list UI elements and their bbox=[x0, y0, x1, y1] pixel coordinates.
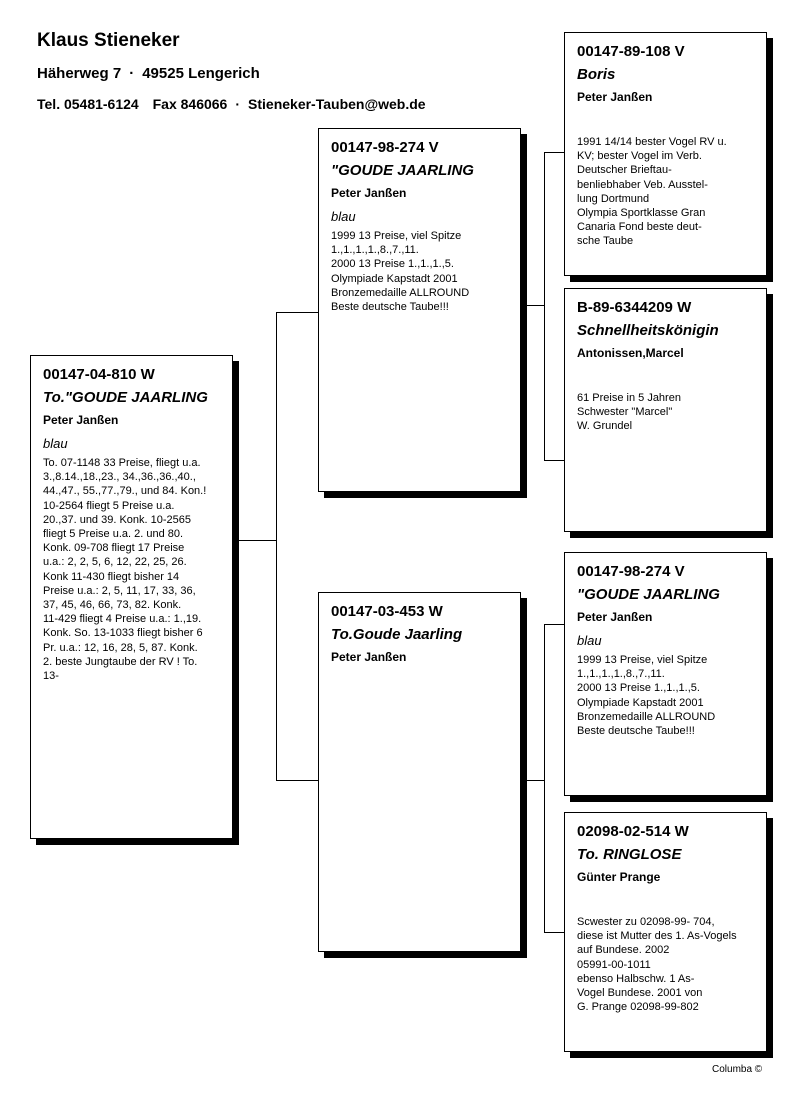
pigeon-card-sire-sire bbox=[564, 32, 767, 276]
pigeon-name: To."GOUDE JAARLING bbox=[43, 389, 208, 406]
ring-number: 00147-03-453 W bbox=[331, 603, 443, 620]
owner-address bbox=[37, 65, 260, 82]
owner-fax: Fax 846066 bbox=[152, 96, 228, 112]
connector-line bbox=[544, 152, 545, 460]
pigeon-card-sire-dam bbox=[564, 288, 767, 532]
ring-number: 02098-02-514 W bbox=[577, 823, 689, 840]
owner-city: 49525 Lengerich bbox=[142, 65, 260, 82]
pigeon-name: "GOUDE JAARLING bbox=[331, 162, 474, 179]
connector-line bbox=[520, 305, 544, 306]
pigeon-description: Scwester zu 02098-99- 704, diese ist Mutter des 1. As-Vogels auf Bundese. 2002 05991-00-1011 ebenso Halbschw. 1 As- Vogel Bundese. 2001 von G. Prange 02098-99-802 bbox=[577, 916, 737, 1014]
owner-street: Häherweg 7 bbox=[37, 65, 122, 82]
ring-number: 00147-98-274 V bbox=[331, 139, 439, 156]
pigeon-color: blau bbox=[331, 209, 356, 224]
connector-line bbox=[544, 460, 564, 461]
breeder-name: Peter Janßen bbox=[577, 90, 653, 104]
breeder-name: Antonissen,Marcel bbox=[577, 346, 684, 360]
pigeon-description: 1999 13 Preise, viel Spitze 1.,1.,1.,1.,8.,7.,11. 2000 13 Preise 1.,1.,1.,5. Olympiade Kapstadt 2001 Bronzemedaille ALLROUND Beste deutsche Taube!!! bbox=[577, 654, 716, 738]
pigeon-description: 1991 14/14 bester Vogel RV u. KV; bester Vogel im Verb. Deutscher Brieftau- benliebhaber Veb. Ausstel- lung Dortmund Olympia Sportklasse Gran Canaria Fond beste deut- sche Taube bbox=[577, 136, 727, 248]
pigeon-description: 1999 13 Preise, viel Spitze 1.,1.,1.,1.,8.,7.,11. 2000 13 Preise 1.,1.,1.,5. Olympiade Kapstadt 2001 Bronzemedaille ALLROUND Beste deutsche Taube!!! bbox=[331, 230, 470, 314]
breeder-name: Peter Janßen bbox=[577, 610, 653, 624]
copyright-footer: Columba © bbox=[712, 1064, 763, 1075]
owner-name: Klaus Stieneker bbox=[37, 30, 180, 51]
separator-dot: · bbox=[129, 65, 135, 82]
owner-phone: Tel. 05481-6124 bbox=[37, 96, 139, 112]
ring-number: 00147-98-274 V bbox=[577, 563, 685, 580]
separator-dot: · bbox=[235, 96, 241, 112]
pigeon-description: To. 07-1148 33 Preise, fliegt u.a. 3.,8.14.,18.,23., 34.,36.,36.,40., 44.,47., 55.,77.,79., und 84. Kon.! 10-2564 fliegt 5 Preise u.a. 20.,37. und 39. Konk. 10-2565 fliegt 5 Preise u.a. 2. und 80. Konk. 09-708 fliegt 17 Preise u.a.: 2, 2, 5, 6, 12, 22, 25, 26. Konk 11-430 fliegt bisher 14 Preise u.a.: 2, 5, 11, 17, 33, 36, 37, 45, 46, 66, 73, 82. Konk. 11-429 fliegt 4 Preise u.a.: 1.,19. Konk. So. 13-1033 fliegt bisher 6 Pr. u.a.: 12, 16, 28, 5, 87. Konk. 2. beste Jungtaube der RV ! To. 13- bbox=[43, 457, 207, 683]
ring-number: B-89-6344209 W bbox=[577, 299, 692, 316]
connector-line bbox=[544, 932, 564, 933]
pigeon-card-sire bbox=[318, 128, 521, 492]
pigeon-card-dam-sire bbox=[564, 552, 767, 796]
pigeon-color: blau bbox=[577, 633, 602, 648]
pigeon-description: 61 Preise in 5 Jahren Schwester "Marcel" W. Grundel bbox=[577, 392, 681, 433]
pigeon-name: To.Goude Jaarling bbox=[331, 626, 463, 643]
breeder-name: Günter Prange bbox=[577, 870, 661, 884]
owner-contact bbox=[37, 96, 426, 112]
connector-line bbox=[520, 780, 544, 781]
ring-number: 00147-89-108 V bbox=[577, 43, 685, 60]
breeder-name: Peter Janßen bbox=[331, 650, 407, 664]
pigeon-name: Boris bbox=[577, 66, 616, 83]
pigeon-card-dam-dam bbox=[564, 812, 767, 1052]
pigeon-name: Schnellheitskönigin bbox=[577, 322, 719, 339]
owner-email: Stieneker-Tauben@web.de bbox=[248, 96, 426, 112]
breeder-name: Peter Janßen bbox=[43, 413, 119, 427]
pigeon-card-dam bbox=[318, 592, 521, 952]
ring-number: 00147-04-810 W bbox=[43, 366, 155, 383]
connector-line bbox=[544, 152, 564, 153]
connector-line bbox=[276, 312, 277, 780]
connector-line bbox=[544, 624, 564, 625]
connector-line bbox=[234, 540, 276, 541]
pigeon-name: To. RINGLOSE bbox=[577, 846, 682, 863]
pigeon-color: blau bbox=[43, 436, 68, 451]
connector-line bbox=[544, 624, 545, 932]
pigeon-card-subject bbox=[30, 355, 233, 839]
breeder-name: Peter Janßen bbox=[331, 186, 407, 200]
connector-line bbox=[276, 312, 320, 313]
connector-line bbox=[276, 780, 320, 781]
pigeon-name: "GOUDE JAARLING bbox=[577, 586, 720, 603]
